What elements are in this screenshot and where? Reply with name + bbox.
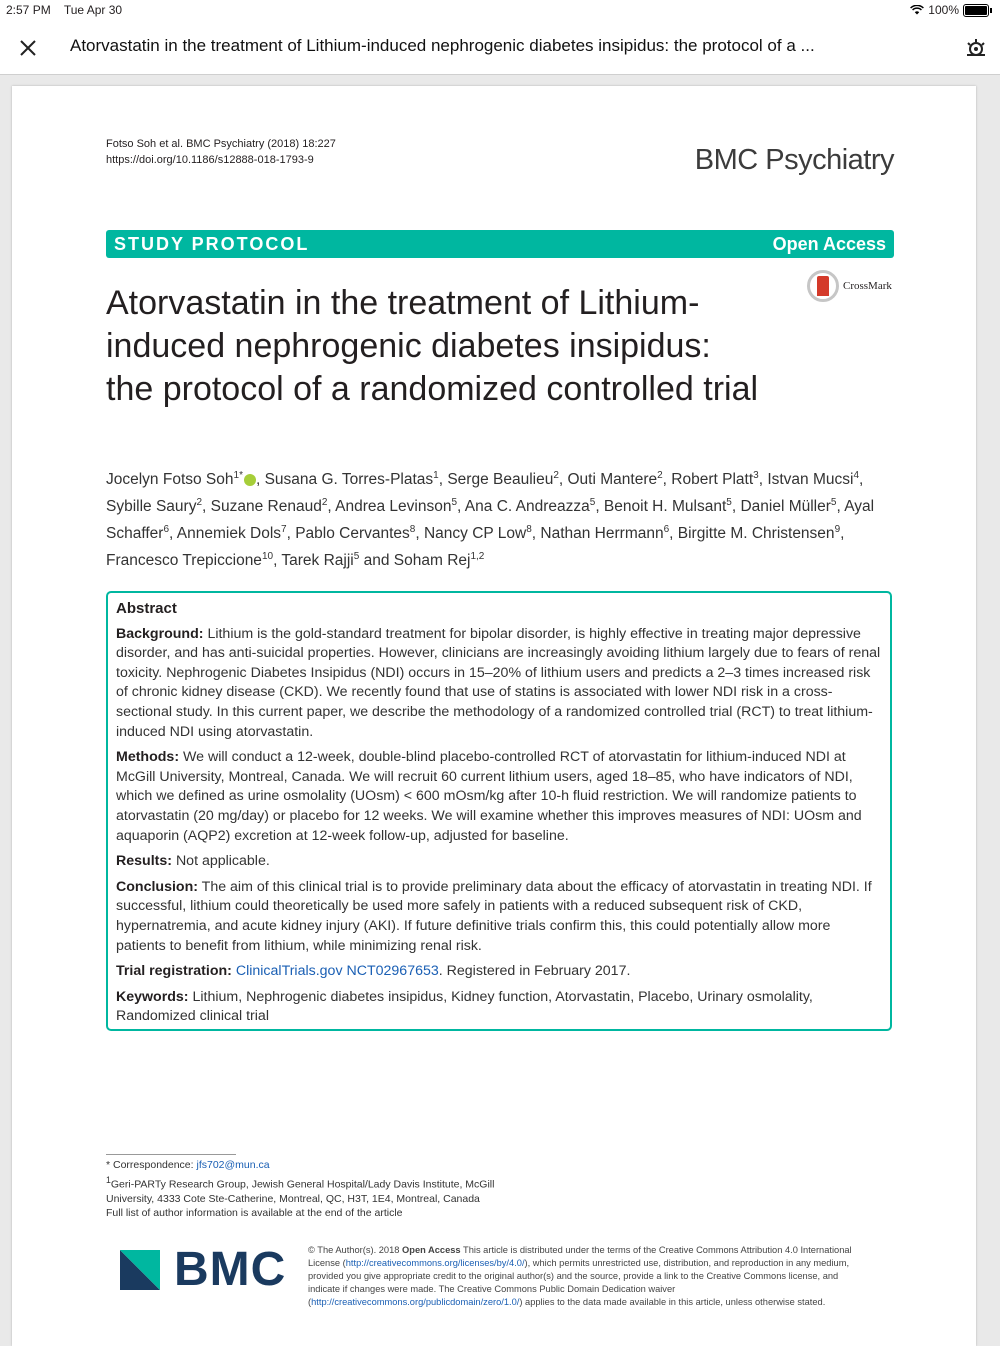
pdf-page	[12, 86, 976, 1346]
citation	[106, 136, 336, 168]
correspondence-email[interactable]: jfs702@mun.ca	[196, 1159, 270, 1171]
affiliation: Geri-PARTy Research Group, Jewish General Hospital/Lady Davis Institute, McGill University, 4333 Cote Ste-Catherine, Montreal, QC, H3T, 1E4, Montreal, Canada	[106, 1178, 495, 1205]
bmc-logo-icon	[120, 1250, 160, 1290]
status-date: Tue Apr 30	[63, 3, 123, 17]
abstract-conclusion: Conclusion: The aim of this clinical trial is to provide preliminary data about the efficacy of atorvastatin in treating NDI. If successful, lithium could theoretically be used more safely in patients with a reduced subsequent risk of CKD, hypernatremia, and acute kidney injury (AKI). If future definitive trials confirm this, this could potentially allow more patients to benefit from lithium, while minimizing renal risk.	[116, 878, 872, 954]
citation-line: Fotso Soh et al. BMC Psychiatry (2018) 18:227	[106, 138, 336, 150]
doi-line: https://doi.org/10.1186/s12888-018-1793-9	[106, 154, 314, 166]
crossmark-label: CrossMark	[843, 280, 892, 292]
status-bar	[0, 0, 1000, 22]
crossmark-icon	[807, 270, 839, 302]
orcid-icon[interactable]	[244, 474, 256, 486]
journal-name: BMC Psychiatry	[694, 144, 894, 176]
article-type-banner	[106, 230, 894, 258]
battery-icon	[963, 4, 989, 17]
abstract-methods: Methods: We will conduct a 12-week, double-blind placebo-controlled RCT of atorvastatin for lithium-induced NDI at McGill University, Montreal, Canada. We will recruit 60 current lithium users, aged 18–85, who have indicators of NDI, which we defined as urine osmolality (UOsm) < 600 mOsm/kg after 10-h fluid restriction. We will randomize patients to atorvastatin (20 mg/day) or placebo for 12 weeks. We will examine whether this improves measures of NDI: UOsm and aquaporin (AQP2) excretion at 12-week follow-up, adjusted for baseline.	[116, 749, 862, 844]
author-info-note: Full list of author information is available at the end of the article	[106, 1207, 403, 1219]
trial-registration-link[interactable]: ClinicalTrials.gov NCT02967653	[235, 963, 439, 980]
footnote-rule	[106, 1154, 236, 1155]
document-title: Atorvastatin in the treatment of Lithium-induced nephrogenic diabetes insipidus: the protocol of a ...	[70, 36, 815, 55]
markup-icon[interactable]	[964, 36, 988, 60]
article-title: Atorvastatin in the treatment of Lithium-induced nephrogenic diabetes insipidus: the protocol of a randomized controlled trial	[106, 284, 759, 408]
wifi-icon	[910, 5, 924, 15]
bmc-logo	[120, 1242, 286, 1297]
nav-bar	[0, 22, 1000, 75]
close-button[interactable]	[14, 34, 42, 62]
bmc-logo-text: BMC	[174, 1243, 287, 1296]
status-time: 2:57 PM	[6, 3, 51, 17]
article-type: STUDY PROTOCOL	[114, 234, 310, 254]
abstract-background: Background: Lithium is the gold-standard treatment for bipolar disorder, is highly effective in treating major depressive disorder, and has anti-suicidal properties. However, clinicians are increasingly avoiding lithium largely due to fears of renal toxicity. Nephrogenic Diabetes Insipidus (NDI) occurs in 15–20% of lithium users and predicts a 2–3 times increased risk of chronic kidney disease (CKD). We recently found that use of statins is associated with lower NDI risk in a cross-sectional study. In this current paper, we describe the methodology of a randomized controlled trial (RCT) to treat lithium-induced NDI using atorvastatin.	[116, 625, 881, 740]
close-icon	[19, 39, 37, 57]
abstract-box	[106, 591, 892, 1031]
crossmark-badge[interactable]	[807, 270, 892, 302]
license-link[interactable]: http://creativecommons.org/licenses/by/4.0/	[345, 1258, 525, 1268]
abstract-heading: Abstract	[116, 600, 177, 617]
open-access-label: Open Access	[772, 234, 886, 254]
author-list: Jocelyn Fotso Soh$^{1*}$ , Susana G. Torres-Platas$^1$, Serge Beaulieu$^2$, Outi Mantere$^2$, Robert Platt$^3$, Istvan Mucsi$^4$, Sybille Saury$^2$, Suzane Renaud$^2$, Andrea Levinson$^5$, Ana C. Andreazza$^5$, Benoit H. Mulsant$^5$, Daniel Müller$^5$, Ayal Schaffer$^6$, Annemiek Dols$^7$, Pablo Cervantes$^8$, Nancy CP Low$^8$, Nathan Herrmann$^6$, Birgitte M. Christensen$^9$, Francesco Trepiccione$^{10}$, Tarek Rajji$^5$ and Soham Rej$^{1,2}$	[106, 470, 875, 570]
abstract-results: Results: Not applicable.	[116, 853, 270, 870]
license-text: © The Author(s). 2018 Open Access This article is distributed under the terms of the Creative Commons Attribution 4.0 International License (http://creativecommons.org/licenses/by/4.0/), which permits unrestricted use, distribution, and reproduction in any medium, provided you give appropriate credit to the original author(s) and the source, provide a link to the Creative Commons license, and indicate if changes were made. The Creative Commons Public Domain Dedication waiver (http://creativecommons.org/publicdomain/zero/1.0/) applies to the data made available in this article, unless otherwise stated.	[308, 1245, 852, 1307]
abstract-trial-registration: Trial registration: ClinicalTrials.gov NCT02967653. Registered in February 2017.	[116, 963, 631, 980]
correspondence: * Correspondence: jfs702@mun.ca $^1$Geri-PARTy Research Group, Jewish General Hospital/Lady Davis Institute, McGill University, 4333 Cote Ste-Catherine, Montreal, QC, H3T, 1E4, Montreal, Canada Full list of author information is available at the end of the article	[106, 1159, 495, 1219]
public-domain-link[interactable]: http://creativecommons.org/publicdomain/zero/1.0/	[311, 1297, 520, 1307]
battery-percent: 100%	[928, 3, 959, 17]
abstract-keywords: Keywords: Lithium, Nephrogenic diabetes insipidus, Kidney function, Atorvastatin, Placebo, Urinary osmolality, Randomized clinical trial	[116, 988, 813, 1025]
